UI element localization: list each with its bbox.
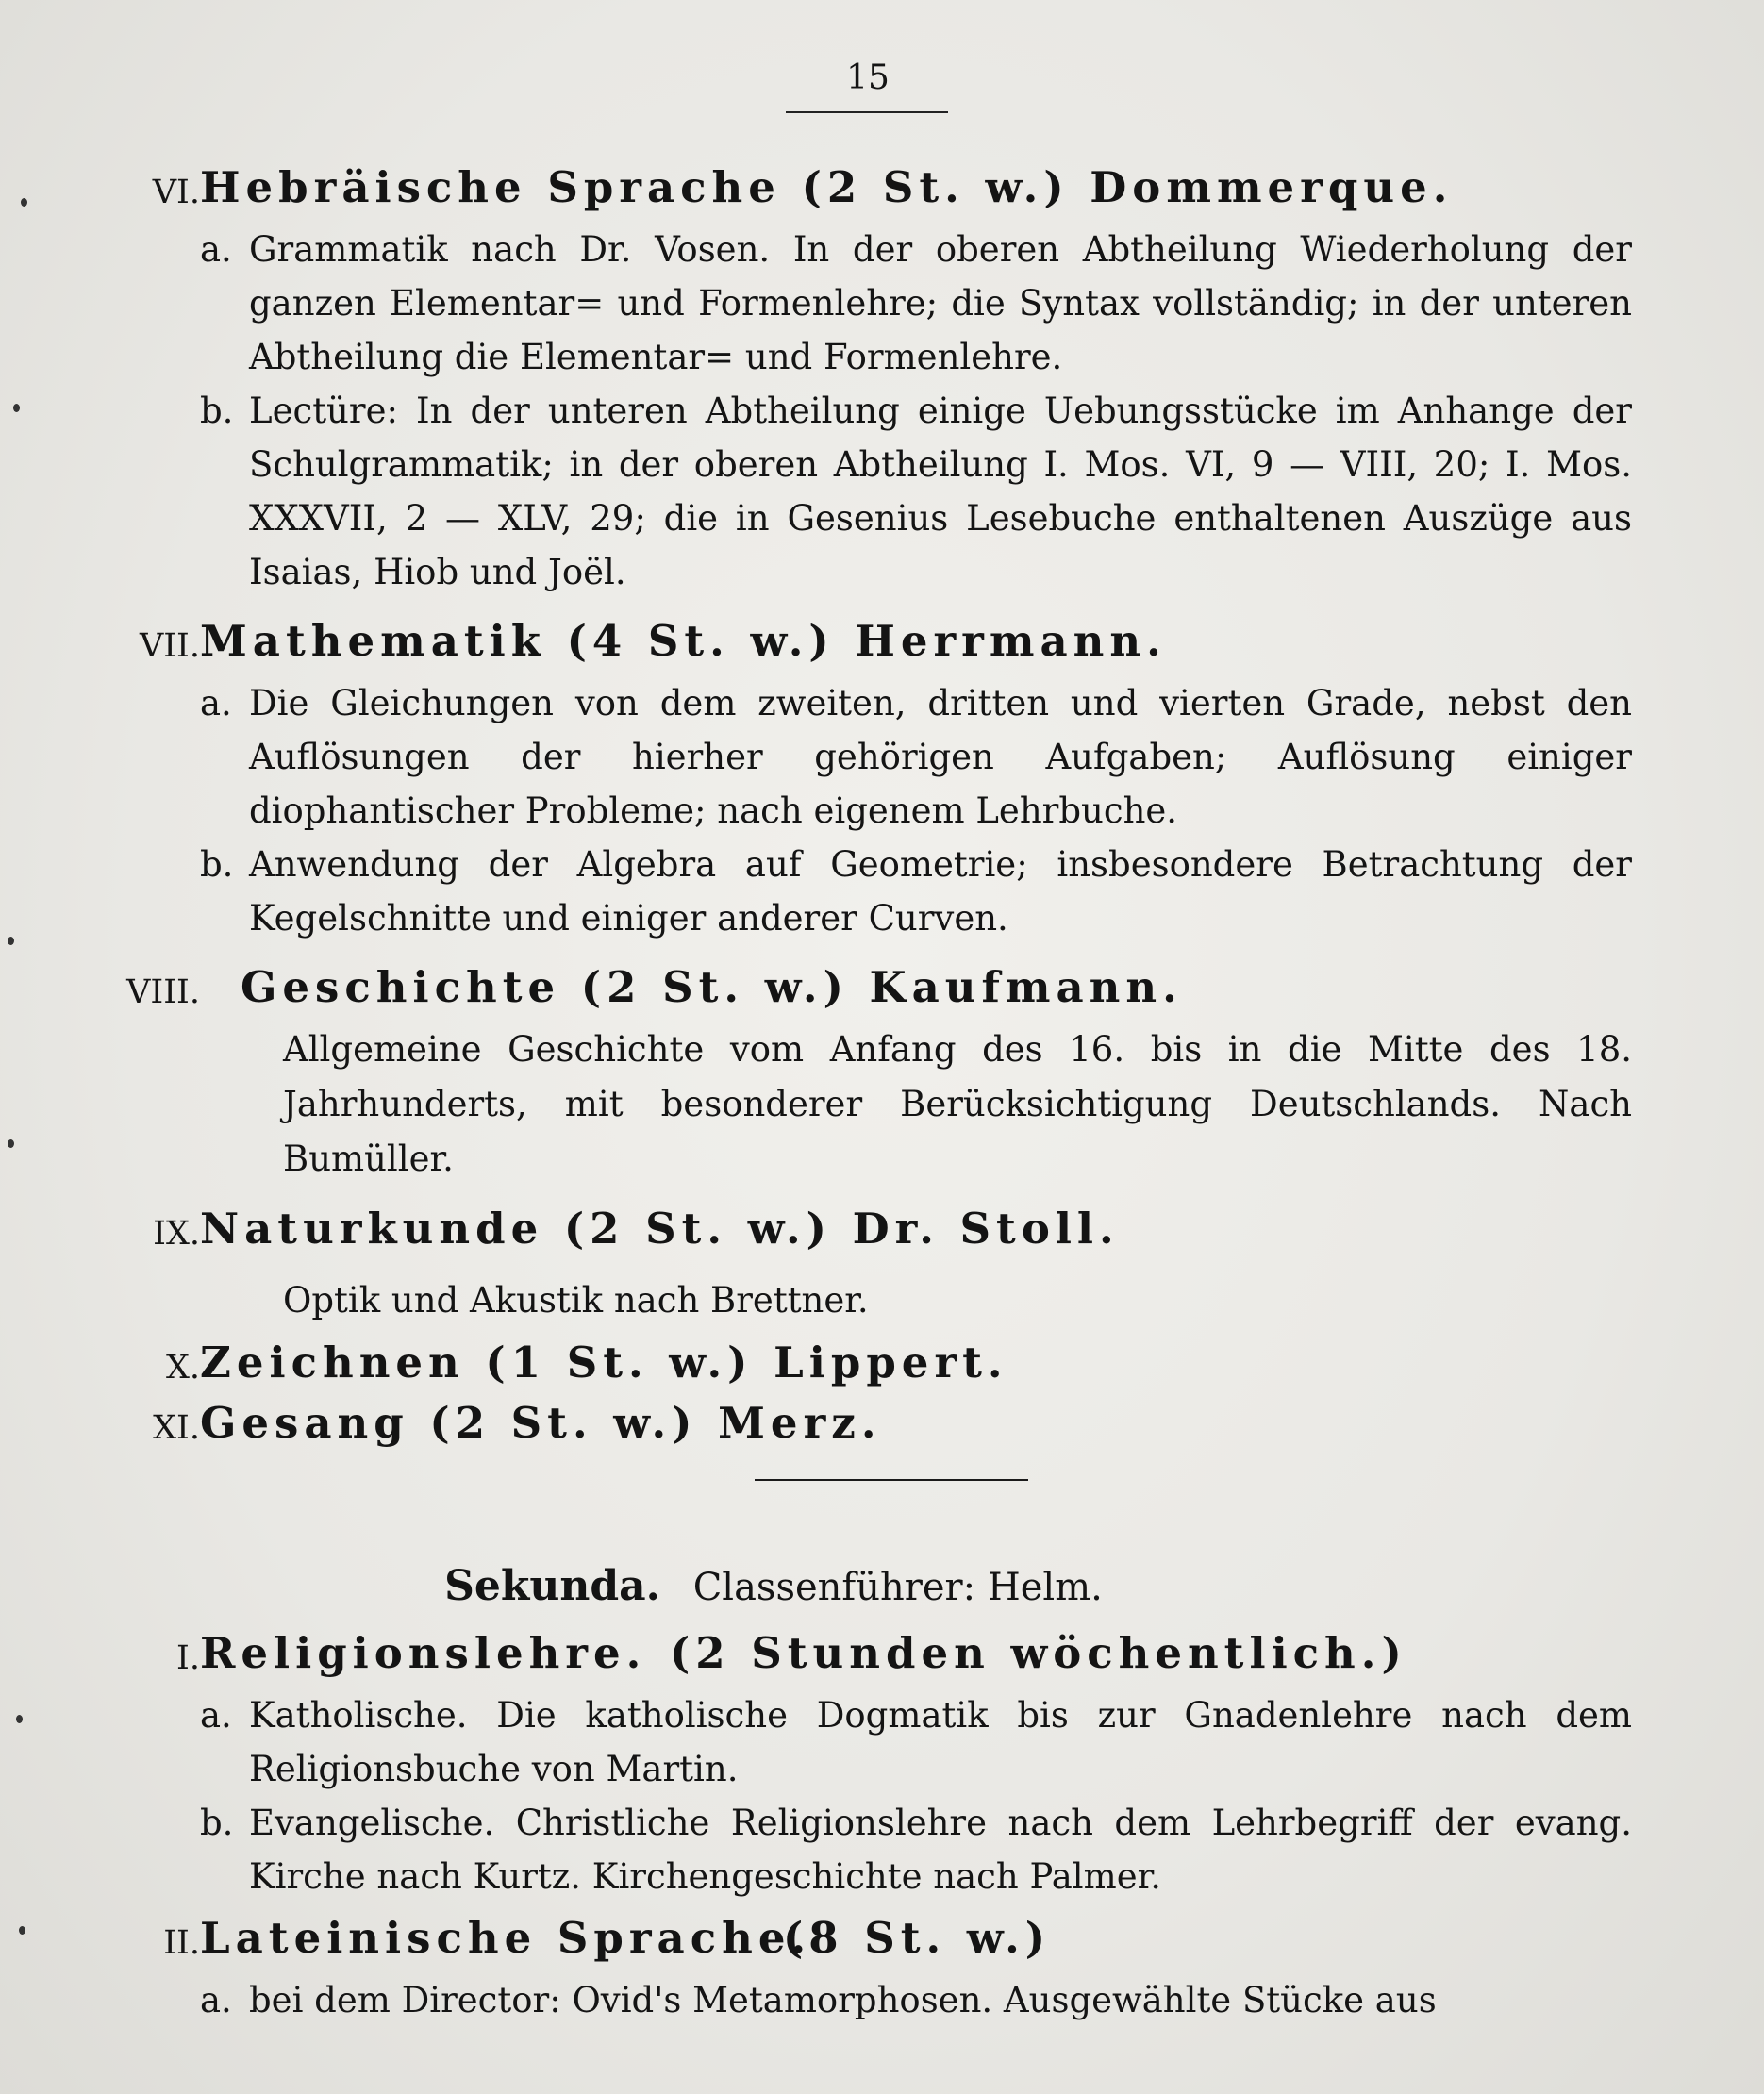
section-title: Hebräische Sprache (2 St. w.) Dommerque. [200,162,1454,212]
section-title: Gesang (2 St. w.) Merz. [200,1398,882,1448]
section-heading-viii [104,962,1632,1022]
item-text: Grammatik nach Dr. Vosen. In der oberen Abtheilung Wiederholung der ganzen Elementar= und Formenlehre; die Syntax vollständig; in der unteren Abtheilung die Elementar= und Formenlehre. [249,229,1632,377]
list-item [200,1688,1632,1796]
section-number: X. [165,1349,200,1387]
page-content [104,162,1632,2027]
section-heading-vi [104,162,1632,223]
item-text: Die Gleichungen von dem zweiten, dritten und vierten Grade, nebst den Auflösungen der hierher gehörigen Aufgaben; Auflösung einiger diophantischer Probleme; nach eigenem Lehrbuche. [249,683,1632,831]
section-number: IX. [153,1215,200,1253]
scan-speck [16,1715,23,1723]
item-label: a. [200,1980,232,2020]
section-heading-ix [104,1204,1632,1264]
scan-speck [8,1139,14,1148]
section-title: Naturkunde (2 St. w.) Dr. Stoll. [200,1204,1120,1254]
list-item [200,384,1632,599]
section-heading-latin [104,1913,1632,1973]
item-text: Lectüre: In der unteren Abtheilung einige Uebungsstücke im Anhange der Schulgrammatik; in der oberen Abtheilung I. Mos. VI, 9 — VIII, 20; I. Mos. XXXVII, 2 — XLV, 29; die in Gesenius Lesebuche enthaltenen Auszüge aus Isaias, Hiob und Joël. [249,391,1632,592]
scan-speck [19,1926,25,1935]
section-title: Zeichnen (1 St. w.) Lippert. [200,1338,1008,1388]
section-number: I. [176,1639,200,1677]
list-item [200,676,1632,838]
section-heading-vii [104,616,1632,676]
header-rule [786,111,948,113]
section-title: Mathematik (4 St. w.) Herrmann. [200,616,1167,666]
scan-speck [8,937,14,945]
list-item [200,1796,1632,1903]
scan-speck [13,404,20,412]
item-label: a. [200,1695,232,1736]
section-title: Lateinische Sprache. [200,1913,812,1963]
item-label: a. [200,229,232,270]
section-number: VIII. [126,973,200,1011]
list-item [200,838,1632,945]
list-item [200,1973,1632,2027]
section-text: Optik und Akustik nach Brettner. [283,1280,869,1321]
section-heading-xi [104,1398,1632,1458]
item-label: b. [200,391,234,431]
section-title: Geschichte (2 St. w.) Kaufmann. [241,962,1183,1012]
section-number: VII. [139,627,200,665]
item-text: Katholische. Die katholische Dogmatik bis zur Gnadenlehre nach dem Religionsbuche von Martin. [249,1695,1632,1789]
class-name: Sekunda. [444,1562,660,1610]
item-label: b. [200,844,234,885]
section-number: VI. [152,174,200,211]
section-hours: (2 Stunden wöchentlich.) [670,1628,1407,1678]
scan-speck [21,198,27,207]
list-item [200,223,1632,384]
item-label: a. [200,683,232,723]
item-label: b. [200,1803,234,1843]
item-text: Anwendung der Algebra auf Geometrie; insbesondere Betrachtung der Kegelschnitte und einiger anderer Curven. [249,844,1632,939]
section-text: Allgemeine Geschichte vom Anfang des 16. bis in die Mitte des 18. Jahrhunderts, mit besonderer Berücksichtigung Deutschlands. Nach Bumüller. [283,1029,1632,1179]
section-number: XI. [153,1409,200,1447]
class-leader: Classenführer: Helm. [692,1566,1103,1609]
item-text: Evangelische. Christliche Religionslehre nach dem Lehrbegriff der evang. Kirche nach Kurtz. Kirchengeschichte nach Palmer. [249,1803,1632,1897]
item-text: bei dem Director: Ovid's Metamorphosen. Ausgewählte Stücke aus [249,1980,1437,2020]
section-heading-religion [104,1628,1632,1688]
page-number: 15 [846,58,890,97]
class-heading [104,1562,1632,1628]
section-title: Religionslehre. [200,1628,647,1678]
section-hours: (8 St. w.) [783,1913,1052,1963]
section-divider [755,1479,1028,1481]
section-number: II. [163,1924,200,1962]
section-heading-x [104,1338,1632,1398]
